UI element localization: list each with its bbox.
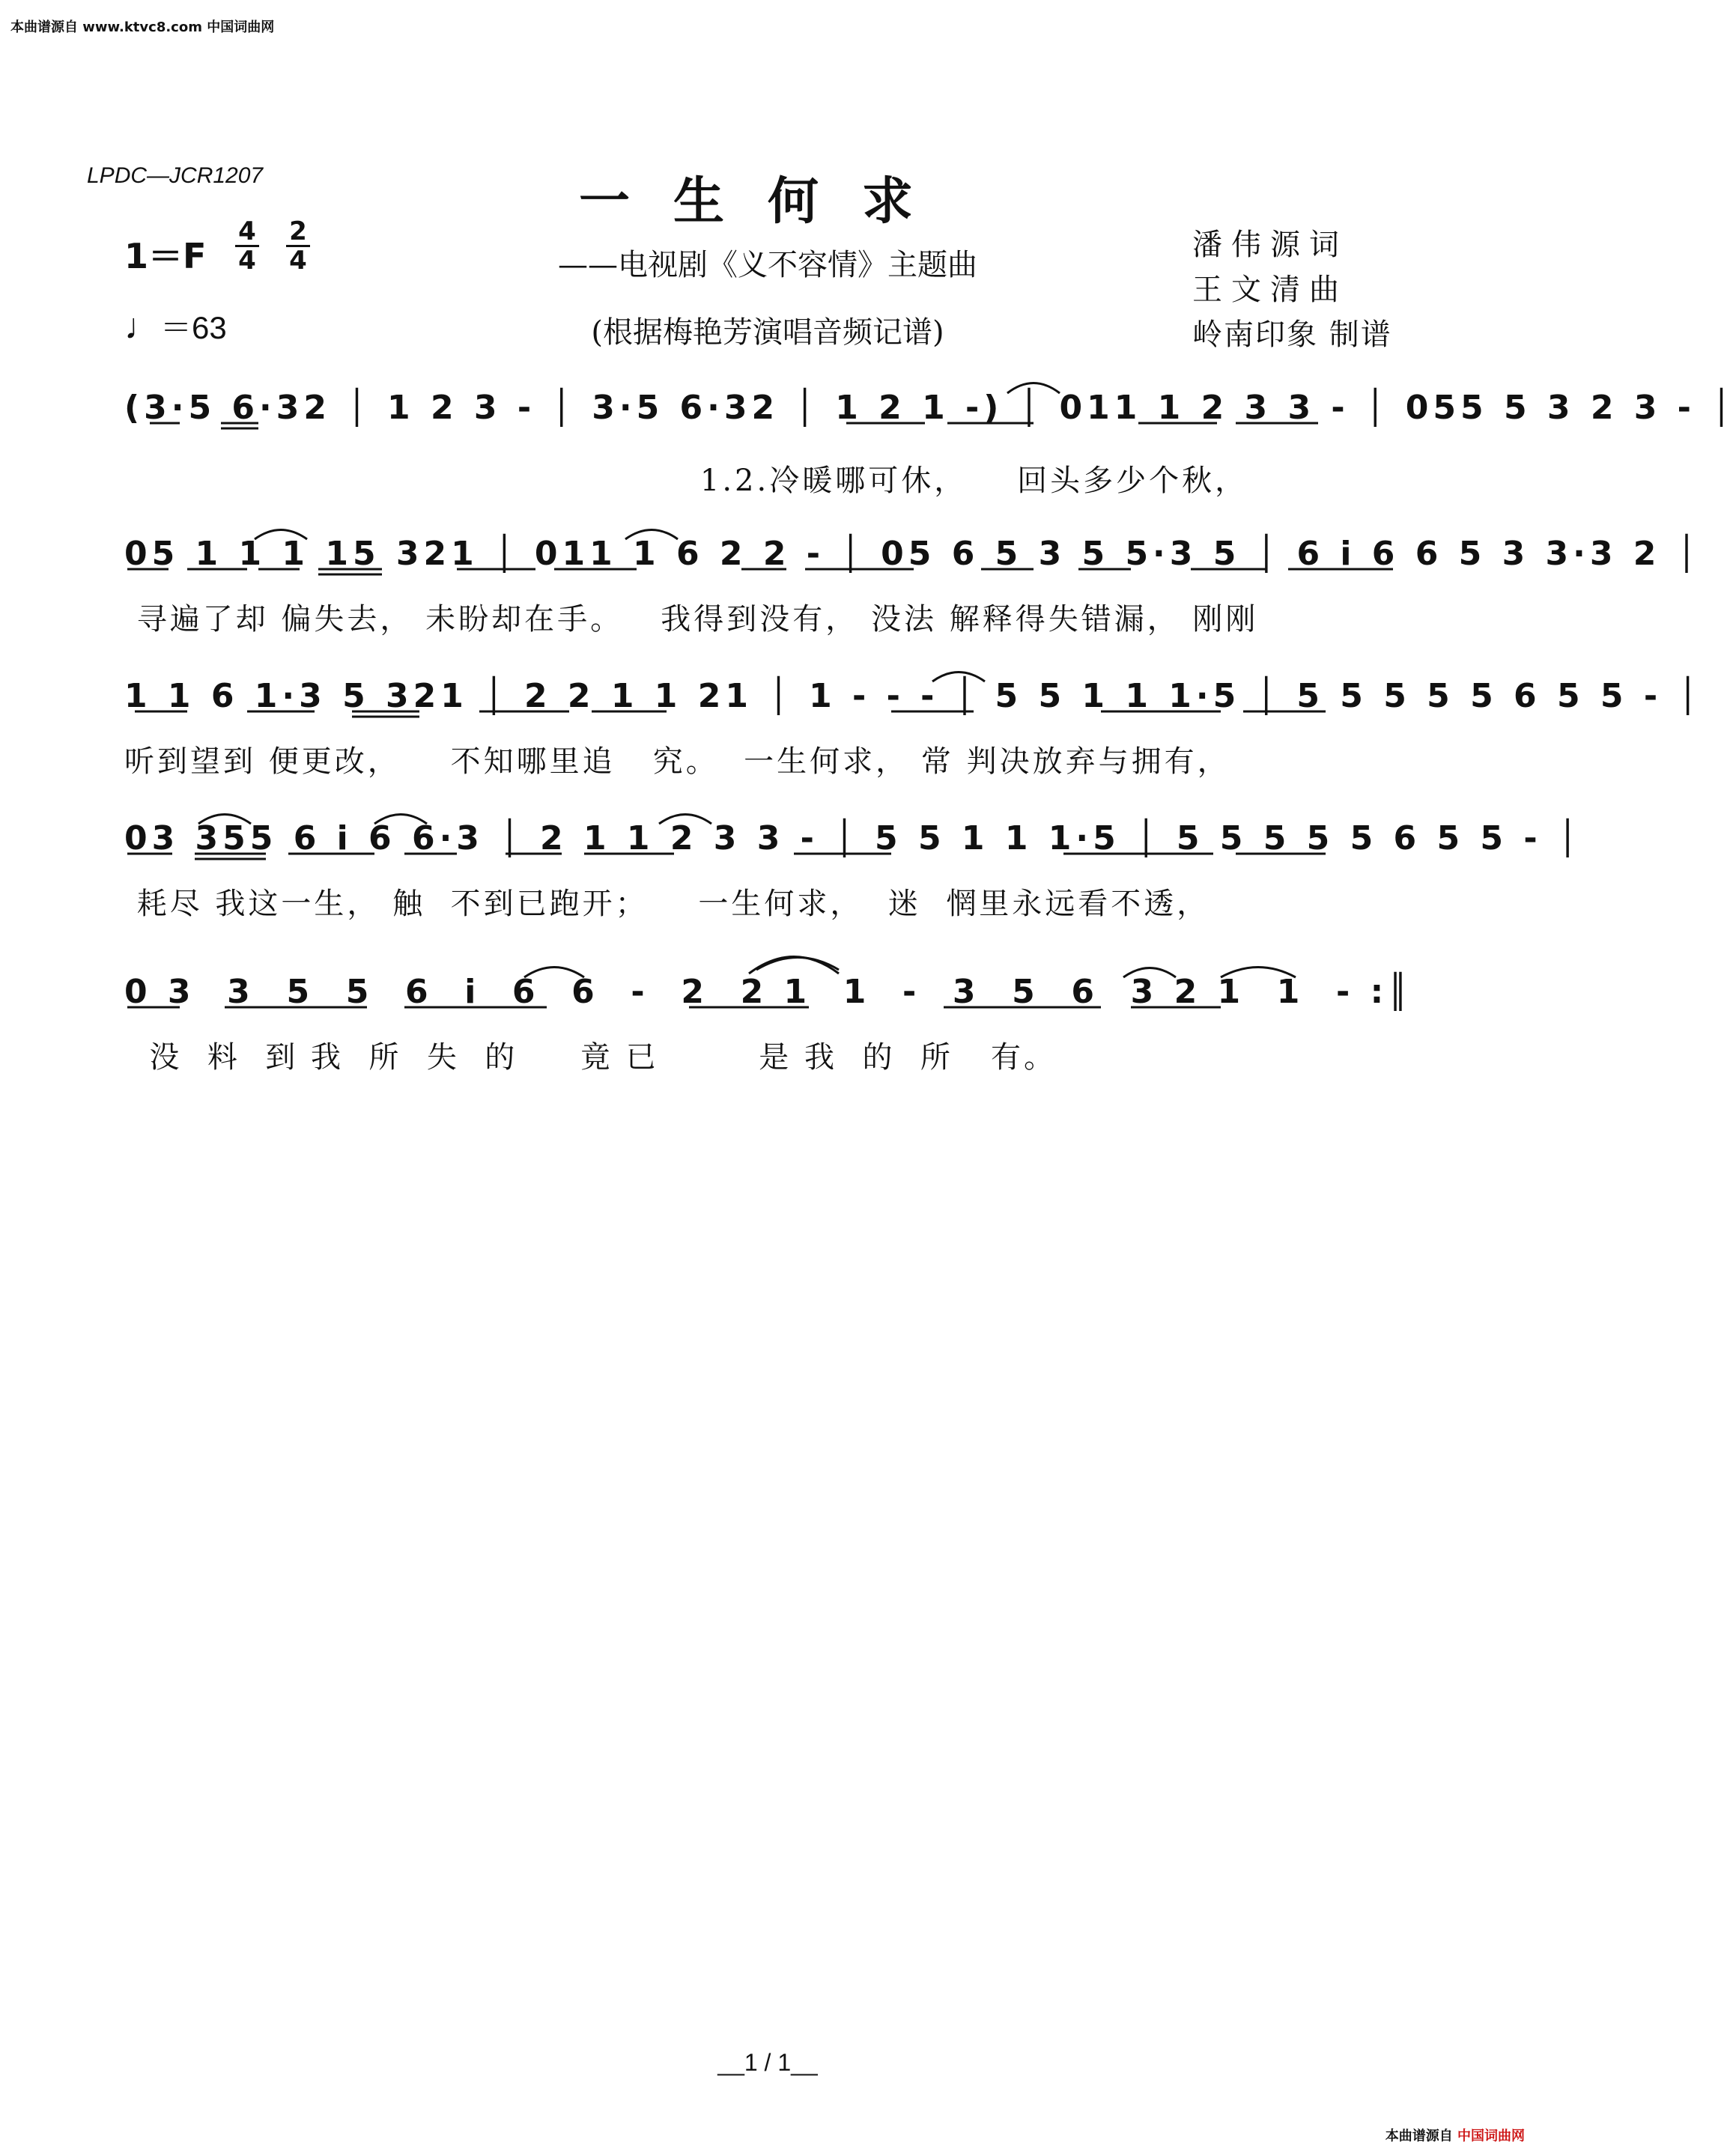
time-sig-bottom: 4 [238,246,256,276]
quarter-note-icon: ♩ [124,307,160,347]
time-sig-top: 2 [289,216,307,246]
composer-credit: 王文清曲 [1192,273,1348,307]
lyrics-line-3: 听到望到 便更改， 不知哪里追 究。 一生何求， 常 判决放弃与拥有， [124,744,1230,779]
notes-line: 0 3 3 5 5 6 i 6 6 - 2 2 1 1 - 3 5 6 3 2 1 1 - :║ [124,973,1412,1011]
tempo-value: ＝63 [160,310,227,345]
notes-line: 03 355 6 i 6 6·3 │ 2 1 1 2 3 3 - │ 5 5 1 1 1·5 │ 5 5 5 5 5 6 5 5 - │ [124,819,1582,857]
footer-source [1386,2125,1525,2145]
song-subtitle: ——电视剧《义不容情》主题曲 [558,248,977,282]
lyricist-credit: 潘伟源词 [1192,228,1348,262]
page-number: __1 / 1__ [717,2049,818,2076]
key-signature: 1＝F [124,236,207,276]
footer-source-site: 中国词曲网 [1457,2128,1525,2144]
notes-line: 05 1 1 1 15 321 │ 011 1 6 2 2 - │ 05 6 5 3 5 5·3 5 │ 6 i 6 6 5 3 3·3 2 │ [124,535,1702,573]
footer-source-prefix: 本曲谱源自 [1385,2128,1453,2144]
lyrics-line-4: 耗尽 我这一生， 触 不到已跑开； 一生何求， 迷 惘里永远看不透， [124,887,1210,921]
score-code: LPDC—JCR1207 [87,163,264,188]
transcription-note: (根据梅艳芳演唱音频记谱) [591,315,944,350]
song-title: 一生何求 [578,171,956,231]
time-sig-top: 4 [238,216,256,246]
lyrics-line-2: 寻遍了却 偏失去， 未盼却在手。 我得到没有， 没法 解释得失错漏， 刚刚 [124,602,1259,637]
time-sig-bottom: 4 [289,246,307,276]
notes-line: 1 1 6 1·3 5 321 │ 2 2 1 1 21 │ 1 - - - │ 5 5 1 1 1·5 │ 5 5 5 5 5 6 5 5 - │ [124,677,1702,715]
lyrics-line-5: 没 料 到 我 所 失 的 竟 已 是 我 的 所 有。 [124,1040,1057,1075]
lyrics-line-1: 1.2.冷暖哪可休， 回头多少个秋， [124,464,1248,498]
source-note: 本曲谱源自 www.ktvc8.com 中国词曲网 [10,19,275,35]
notes-line: (3·5 6·32 │ 1 2 3 - │ 3·5 6·32 │ 1 2 1 -) │ 011 1 2 3 3 - │ 055 5 3 2 3 - │ [124,389,1736,427]
arranger-credit: 岭南印象 制谱 [1192,318,1392,352]
